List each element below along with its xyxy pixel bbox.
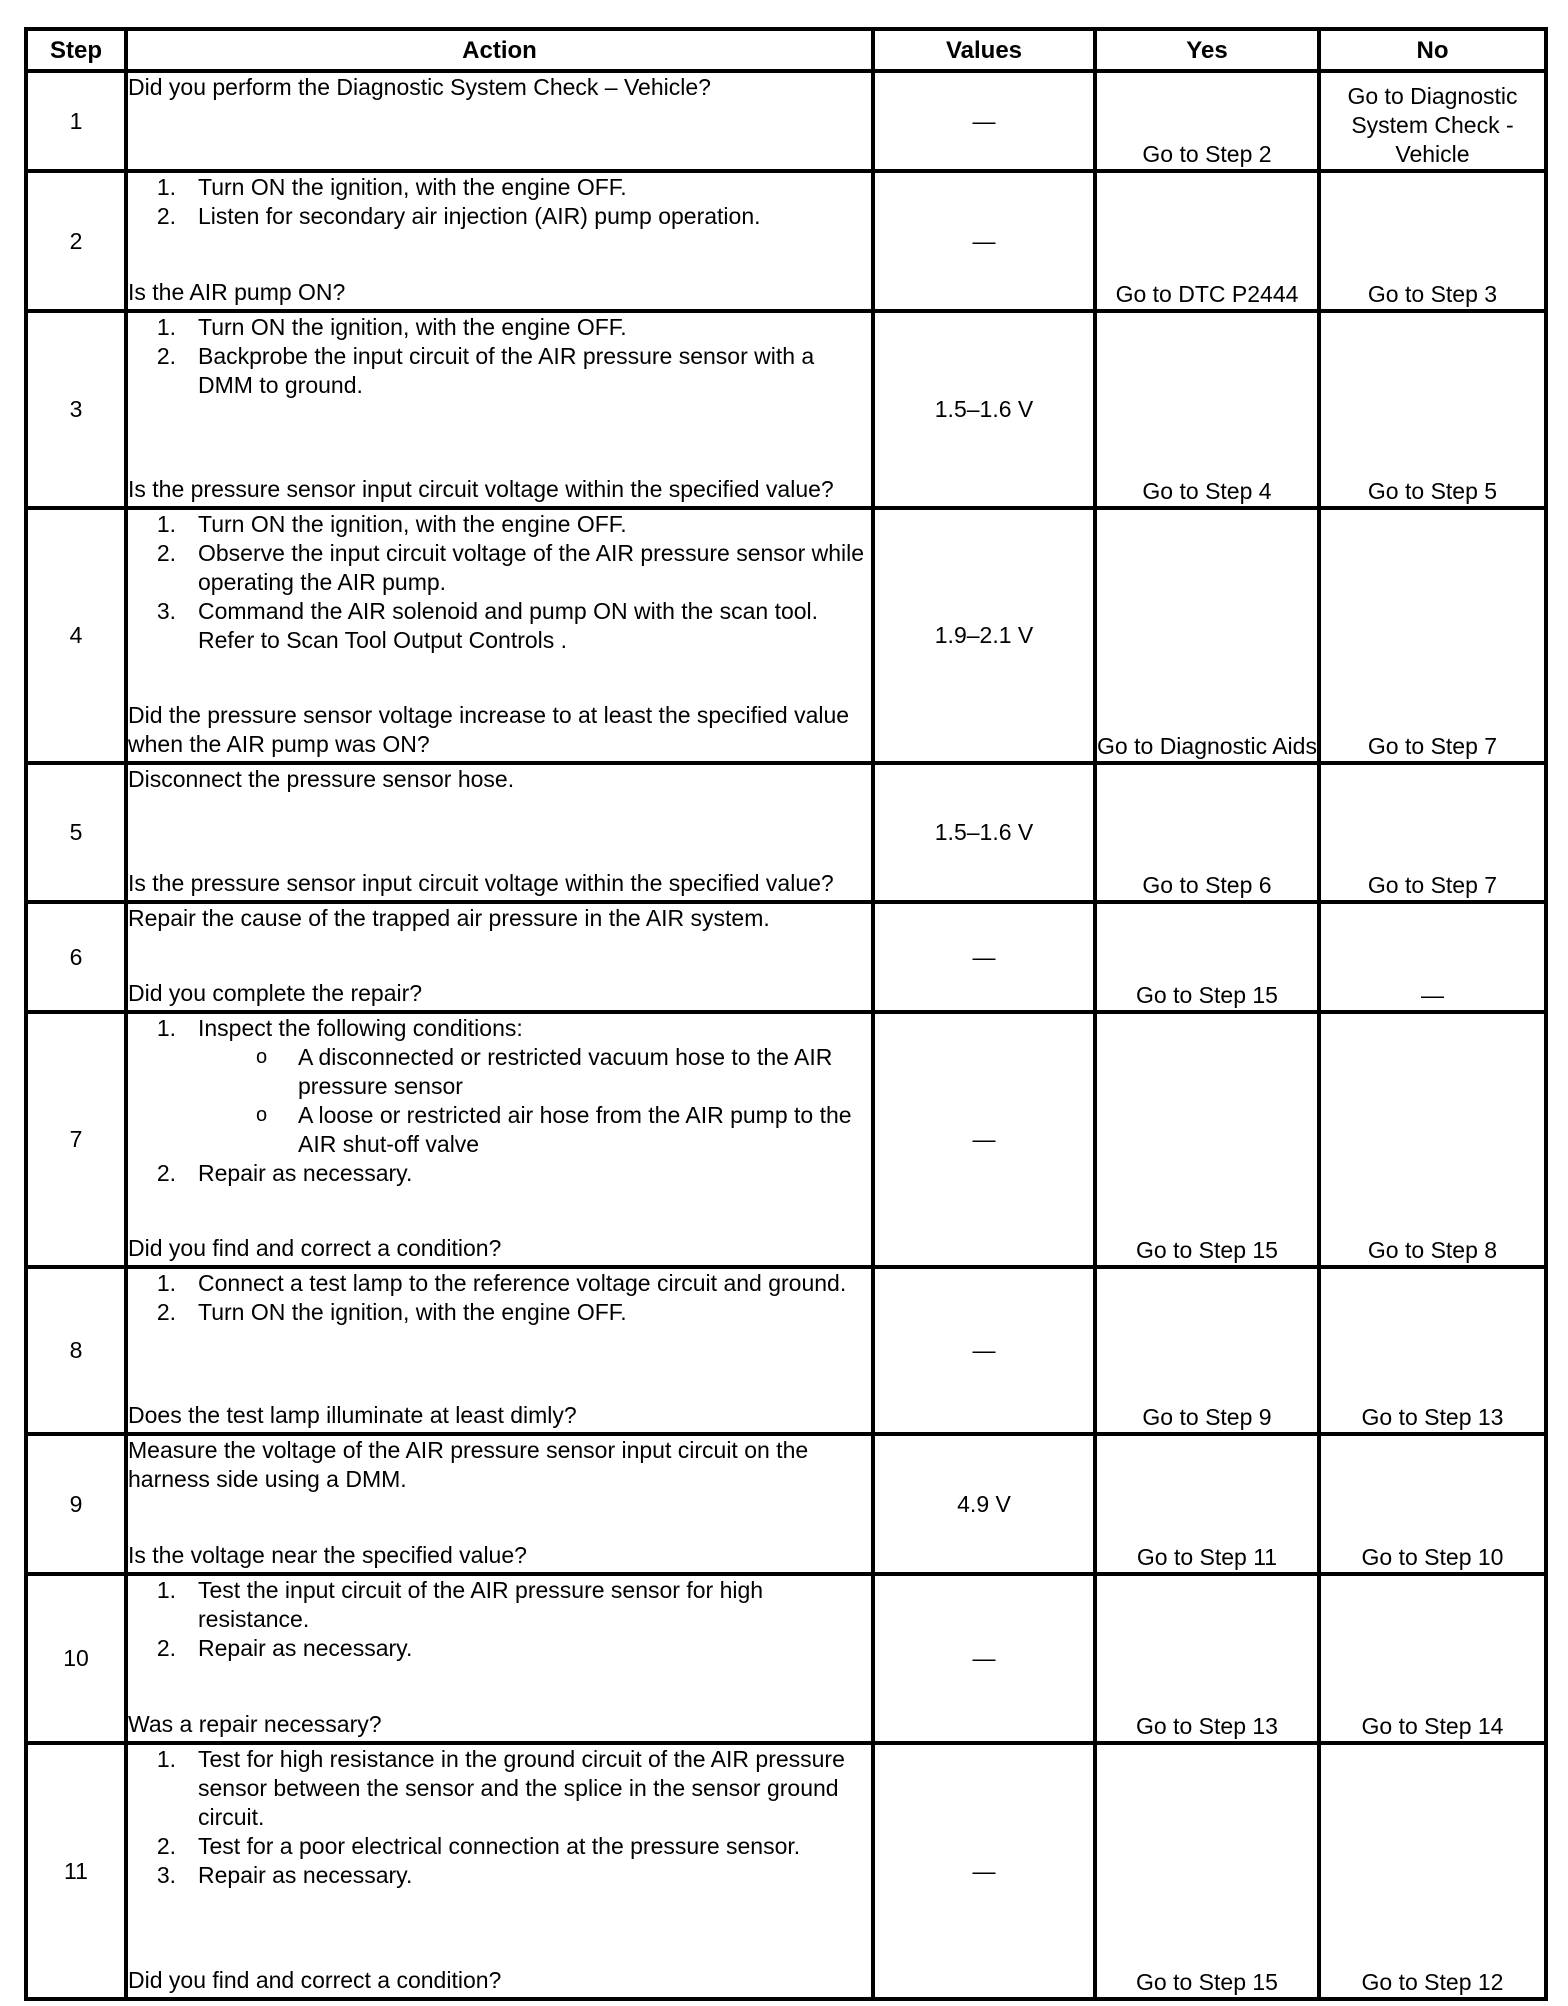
action-steps (128, 1269, 871, 1327)
item-text: Test for high resistance in the ground circuit of the AIR pressure sensor between the sensor and the splice in the sensor ground circuit. (198, 1746, 845, 1830)
list-item (156, 1576, 871, 1634)
item-text: Repair as necessary. (198, 1635, 413, 1661)
list-item (156, 202, 871, 231)
action-cell (126, 902, 873, 1012)
action-intro: Did you perform the Diagnostic System Check – Vehicle? (128, 74, 711, 100)
item-number: 1. (156, 1270, 176, 1296)
values-cell: — (873, 1012, 1095, 1267)
action-question: Is the voltage near the specified value? (128, 1542, 527, 1568)
table-row (26, 171, 1546, 311)
header-yes: Yes (1095, 29, 1319, 71)
table-row (26, 1574, 1546, 1743)
yes-cell: Go to Step 11 (1095, 1434, 1319, 1574)
item-number: 1. (156, 1746, 176, 1772)
yes-cell: Go to Step 9 (1095, 1267, 1319, 1434)
step-number: 10 (26, 1574, 126, 1743)
item-text: Observe the input circuit voltage of the AIR pressure sensor while operating the AIR pump. (198, 540, 865, 595)
item-text: Test the input circuit of the AIR pressure sensor for high resistance. (198, 1577, 764, 1632)
values-cell: — (873, 171, 1095, 311)
step-number: 5 (26, 763, 126, 902)
action-question: Did you find and correct a condition? (128, 1235, 502, 1261)
no-cell: Go to Step 10 (1319, 1434, 1546, 1574)
item-number: 2. (156, 343, 176, 369)
circle-bullet-icon: o (256, 1104, 268, 1126)
table-row (26, 1434, 1546, 1574)
action-intro: Repair the cause of the trapped air pressure in the AIR system. (128, 905, 770, 931)
values-cell: 1.5–1.6 V (873, 763, 1095, 902)
item-number: 1. (156, 1015, 176, 1041)
yes-cell: Go to DTC P2444 (1095, 171, 1319, 311)
table-row (26, 1267, 1546, 1434)
step-number: 3 (26, 311, 126, 508)
values-cell: — (873, 71, 1095, 171)
item-number: 3. (156, 1862, 176, 1888)
item-number: 1. (156, 1577, 176, 1603)
step-number: 7 (26, 1012, 126, 1267)
yes-cell: Go to Step 15 (1095, 1012, 1319, 1267)
table-body (26, 71, 1546, 1999)
values-cell: 4.9 V (873, 1434, 1095, 1574)
list-item (156, 539, 871, 597)
action-steps (128, 1014, 871, 1188)
list-item (156, 1269, 871, 1298)
item-text: Listen for secondary air injection (AIR) pump operation. (198, 203, 761, 229)
header-step: Step (26, 29, 126, 71)
table-row (26, 71, 1546, 171)
list-item (156, 1159, 871, 1188)
action-steps (128, 510, 871, 655)
item-number: 2. (156, 1299, 176, 1325)
header-no: No (1319, 29, 1546, 71)
action-steps (128, 1576, 871, 1663)
item-text: Test for a poor electrical connection at the pressure sensor. (198, 1833, 801, 1859)
list-item (156, 173, 871, 202)
step-number: 11 (26, 1743, 126, 1999)
item-text: Repair as necessary. (198, 1862, 413, 1888)
yes-cell: Go to Step 15 (1095, 1743, 1319, 1999)
action-cell (126, 71, 873, 171)
step-number: 1 (26, 71, 126, 171)
action-intro: Measure the voltage of the AIR pressure sensor input circuit on the harness side using a DMM. (128, 1437, 809, 1492)
step-number: 9 (26, 1434, 126, 1574)
action-cell (126, 311, 873, 508)
no-cell: Go to Step 13 (1319, 1267, 1546, 1434)
table-row (26, 763, 1546, 902)
values-cell: — (873, 902, 1095, 1012)
step-number: 2 (26, 171, 126, 311)
item-text: Backprobe the input circuit of the AIR pressure sensor with a DMM to ground. (198, 343, 815, 398)
item-number: 2. (156, 1833, 176, 1859)
sub-item-text: A loose or restricted air hose from the AIR pump to the AIR shut-off valve (298, 1102, 852, 1157)
yes-cell: Go to Step 4 (1095, 311, 1319, 508)
item-text: Repair as necessary. (198, 1160, 413, 1186)
list-item (156, 510, 871, 539)
item-number: 2. (156, 203, 176, 229)
yes-cell: Go to Step 15 (1095, 902, 1319, 1012)
action-intro: Disconnect the pressure sensor hose. (128, 766, 515, 792)
no-cell: Go to Diagnostic System Check - Vehicle (1319, 71, 1546, 171)
step-number: 6 (26, 902, 126, 1012)
item-text: Turn ON the ignition, with the engine OFF. (198, 511, 627, 537)
item-text: Inspect the following conditions: (198, 1015, 523, 1041)
item-number: 2. (156, 1160, 176, 1186)
diagnostic-table (24, 27, 1548, 2001)
sub-item-text: A disconnected or restricted vacuum hose to the AIR pressure sensor (298, 1044, 833, 1099)
table-row (26, 311, 1546, 508)
yes-cell: Go to Step 6 (1095, 763, 1319, 902)
list-item (156, 1634, 871, 1663)
item-number: 2. (156, 1635, 176, 1661)
list-item (156, 1014, 871, 1159)
item-number: 3. (156, 598, 176, 624)
item-number: 1. (156, 174, 176, 200)
action-question: Did you complete the repair? (128, 980, 423, 1006)
list-item (156, 1861, 871, 1890)
action-cell (126, 508, 873, 763)
yes-cell: Go to Step 13 (1095, 1574, 1319, 1743)
list-item (156, 597, 871, 655)
step-number: 4 (26, 508, 126, 763)
list-item (156, 342, 871, 400)
no-cell: — (1319, 902, 1546, 1012)
yes-cell: Go to Step 2 (1095, 71, 1319, 171)
values-cell: — (873, 1267, 1095, 1434)
item-text: Turn ON the ignition, with the engine OFF. (198, 174, 627, 200)
yes-cell: Go to Diagnostic Aids (1095, 508, 1319, 763)
action-cell (126, 1743, 873, 1999)
no-cell: Go to Step 7 (1319, 508, 1546, 763)
action-cell (126, 763, 873, 902)
item-text: Turn ON the ignition, with the engine OFF. (198, 314, 627, 340)
action-steps (128, 1745, 871, 1890)
table-row (26, 1012, 1546, 1267)
action-cell (126, 1434, 873, 1574)
step-number: 8 (26, 1267, 126, 1434)
list-item (156, 1298, 871, 1327)
no-cell: Go to Step 12 (1319, 1743, 1546, 1999)
values-cell: — (873, 1743, 1095, 1999)
list-item (156, 1832, 871, 1861)
action-cell (126, 1012, 873, 1267)
table-row (26, 1743, 1546, 1999)
no-cell: Go to Step 14 (1319, 1574, 1546, 1743)
action-question: Is the pressure sensor input circuit voltage within the specified value? (128, 870, 834, 896)
action-cell (126, 1574, 873, 1743)
action-question: Is the AIR pump ON? (128, 279, 346, 305)
action-question: Does the test lamp illuminate at least dimly? (128, 1402, 577, 1428)
no-cell: Go to Step 8 (1319, 1012, 1546, 1267)
sub-item (256, 1101, 871, 1159)
header-row (26, 29, 1546, 71)
header-action: Action (126, 29, 873, 71)
action-steps (128, 173, 871, 231)
item-text: Command the AIR solenoid and pump ON with the scan tool. Refer to Scan Tool Output Controls . (198, 598, 819, 653)
action-steps (128, 313, 871, 400)
item-text: Connect a test lamp to the reference voltage circuit and ground. (198, 1270, 847, 1296)
list-item (156, 313, 871, 342)
action-cell (126, 171, 873, 311)
values-cell: — (873, 1574, 1095, 1743)
no-cell: Go to Step 3 (1319, 171, 1546, 311)
table-row (26, 902, 1546, 1012)
item-number: 2. (156, 540, 176, 566)
action-question: Was a repair necessary? (128, 1711, 382, 1737)
item-text: Turn ON the ignition, with the engine OFF. (198, 1299, 627, 1325)
action-cell (126, 1267, 873, 1434)
action-question: Did you find and correct a condition? (128, 1967, 502, 1993)
action-question: Is the pressure sensor input circuit voltage within the specified value? (128, 476, 834, 502)
values-cell: 1.9–2.1 V (873, 508, 1095, 763)
table-row (26, 508, 1546, 763)
item-number: 1. (156, 511, 176, 537)
sub-item (256, 1043, 871, 1101)
values-cell: 1.5–1.6 V (873, 311, 1095, 508)
no-cell: Go to Step 5 (1319, 311, 1546, 508)
no-cell: Go to Step 7 (1319, 763, 1546, 902)
circle-bullet-icon: o (256, 1046, 268, 1068)
sub-conditions (198, 1043, 871, 1159)
action-question: Did the pressure sensor voltage increase to at least the specified value when the AIR pump was ON? (128, 702, 850, 757)
item-number: 1. (156, 314, 176, 340)
list-item (156, 1745, 871, 1832)
header-values: Values (873, 29, 1095, 71)
